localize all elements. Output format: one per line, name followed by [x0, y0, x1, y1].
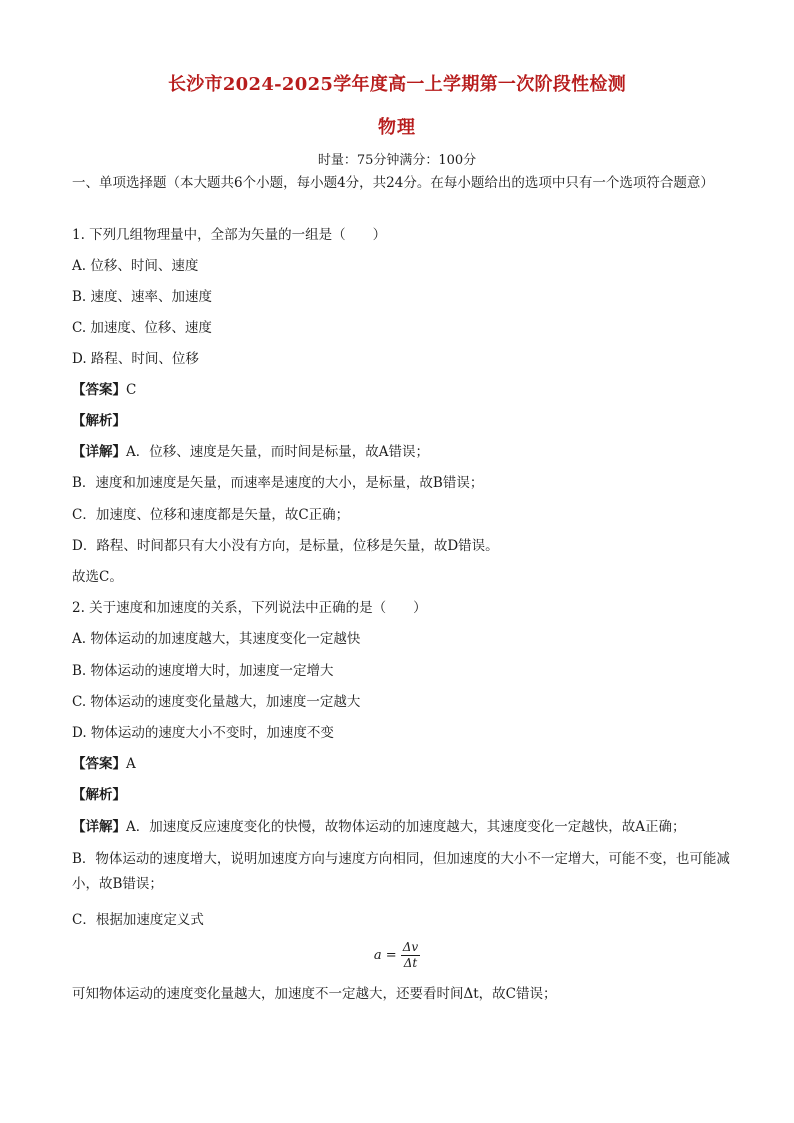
formula-numerator: Δv [402, 940, 419, 954]
answer-label: 【答案】 [72, 756, 126, 772]
q1-answer [72, 379, 732, 401]
answer-value: A [126, 756, 136, 772]
q1-detail-a [72, 441, 732, 463]
q1-option-b: B. 速度、速率、加速度 [72, 289, 213, 305]
section-heading: 一、单项选择题（本大题共6个小题，每小题4分，共24分。在每小题给出的选项中只有一个选项符合题意） [72, 175, 714, 191]
q2-detail-a [72, 816, 732, 838]
q1-detail-c: C．加速度、位移和速度都是矢量，故C正确； [72, 507, 350, 523]
exam-meta: 时量：75分钟满分：100分 [317, 153, 477, 168]
q2-option-c: C. 物体运动的速度变化量越大，加速度一定越大 [72, 694, 361, 710]
q2-after-formula: 可知物体运动的速度变化量越大，加速度不一定越大，还要看时间Δt，故C错误； [72, 986, 557, 1002]
answer-label: 【答案】 [72, 382, 126, 398]
q1-conclusion: 故选C。 [72, 569, 123, 585]
answer-value: C [126, 382, 137, 398]
formula-lhs: a = [373, 948, 397, 963]
q2-detail-b: B．物体运动的速度增大，说明加速度方向与速度方向相同，但加速度的大小不一定增大，可能不变，也可能减小，故B错误； [72, 851, 730, 892]
acceleration-formula [0, 940, 794, 971]
q1-detail-d: D．路程、时间都只有大小没有方向，是标量，位移是矢量，故D错误。 [72, 538, 499, 554]
q1-option-c: C. 加速度、位移、速度 [72, 320, 212, 336]
q2-answer [72, 753, 732, 775]
q1-stem: 1. 下列几组物理量中，全部为矢量的一组是（ ） [72, 227, 387, 243]
subject-title: 物理 [378, 117, 416, 138]
q1-option-a: A. 位移、时间、速度 [72, 258, 199, 274]
q1-option-d: D. 路程、时间、位移 [72, 351, 199, 367]
q2-stem: 2. 关于速度和加速度的关系，下列说法中正确的是（ ） [72, 600, 427, 616]
q1-detail-b: B．速度和加速度是矢量，而速率是速度的大小，是标量，故B错误； [72, 475, 484, 491]
formula-denominator: Δt [403, 956, 418, 970]
detail-text: A．位移、速度是矢量，而时间是标量，故A错误； [126, 444, 429, 460]
q2-option-b: B. 物体运动的速度增大时，加速度一定增大 [72, 663, 334, 679]
q2-detail-c: C．根据加速度定义式 [72, 912, 204, 928]
q2-analysis-label: 【解析】 [72, 787, 126, 803]
detail-label: 【详解】 [72, 819, 126, 835]
detail-label: 【详解】 [72, 444, 126, 460]
q2-option-d: D. 物体运动的速度大小不变时，加速度不变 [72, 725, 334, 741]
detail-text: A．加速度反应速度变化的快慢，故物体运动的加速度越大，其速度变化一定越快，故A正确； [126, 819, 686, 835]
exam-title: 长沙市2024-2025学年度高一上学期第一次阶段性检测 [167, 74, 627, 95]
formula-fraction [401, 940, 420, 971]
q2-option-a: A. 物体运动的加速度越大，其速度变化一定越快 [72, 631, 361, 647]
q1-analysis-label: 【解析】 [72, 413, 126, 429]
